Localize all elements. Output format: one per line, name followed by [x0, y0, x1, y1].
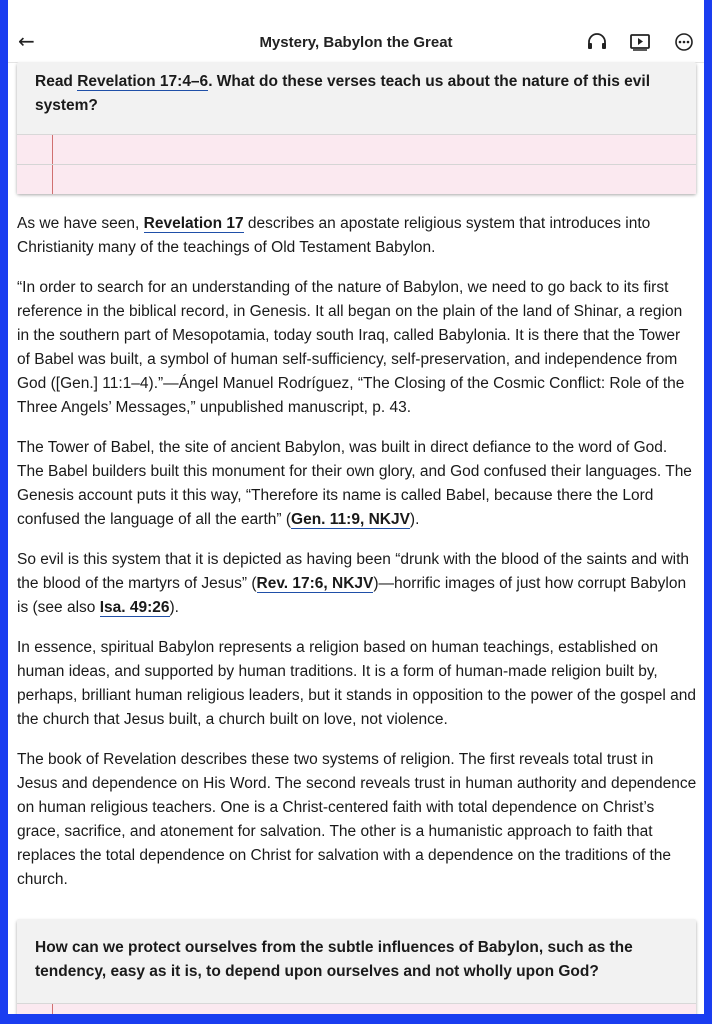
paragraph: As we have seen, Revelation 17 describes an apostate religious system that introduces into Christianity many of the teachings of Old Testament Babylon. — [17, 215, 651, 256]
notes-area[interactable] — [17, 1003, 696, 1014]
question-text: Read Revelation 17:4–6. What do these verses teach us about the nature of this evil system? — [35, 73, 651, 114]
scripture-link[interactable]: Revelation 17 — [143, 215, 244, 232]
lesson-body — [17, 212, 697, 908]
notes-area[interactable] — [17, 134, 696, 194]
page-title: Mystery, Babylon the Great — [259, 34, 453, 51]
question-box — [17, 919, 696, 1014]
scripture-link[interactable]: Isa. 49:26 — [99, 599, 170, 616]
play-video-icon[interactable] — [629, 33, 651, 51]
headphones-icon[interactable] — [586, 33, 608, 51]
paragraph: “In order to search for an understanding of the nature of Babylon, we need to go back to its first reference in the biblical record, in Genesis. It all began on the plain of the land of Shinar, a region in the southern part of Mesopotamia, today south Iraq, called Babylonia. It is there that the Tower of Babel was built, a symbol of human self-sufficiency, self-preservation, and independence from God ([Gen.] 11:1–4).”—Ángel Manuel Rodríguez, “The Closing of the Cosmic Conflict: Role of the Three Angels’ Messages,” unpublished manuscript, p. 43. — [17, 279, 685, 416]
scripture-link[interactable]: Rev. 17:6, NKJV — [256, 575, 374, 592]
question-box — [17, 62, 696, 193]
paragraph: The Tower of Babel, the site of ancient Babylon, was built in direct defiance to the word of God. The Babel builders built this monument for their own glory, and God confused their languages. The Genesis account puts it this way, “Therefore its name is called Babel, because there the Lord confused the language of all the earth” (Gen. 11:9, NKJV). — [17, 439, 692, 528]
question-text: How can we protect ourselves from the subtle influences of Babylon, such as the tendency, easy as it is, to depend upon ourselves and not wholly upon God? — [35, 939, 633, 980]
top-bar — [8, 0, 704, 63]
paragraph: The book of Revelation describes these two systems of religion. The first reveals total trust in Jesus and dependence on His Word. The second reveals trust in human authority and dependence on human religious teachers. One is a Christ-centered faith with total dependence on Christ’s grace, sacrifice, and atonement for salvation. The other is a humanistic approach to faith that replaces the total dependence on Christ for salvation with a dependence on the traditions of the church. — [17, 751, 697, 888]
scripture-link[interactable]: Revelation 17:4–6 — [77, 73, 209, 90]
paragraph: So evil is this system that it is depicted as having been “drunk with the blood of the saints and with the blood of the martyrs of Jesus” (Rev. 17:6, NKJV)—horrific images of just how corrupt Babylon is (see also Isa. 49:26). — [17, 551, 690, 616]
scripture-link[interactable]: Gen. 11:9, NKJV — [291, 511, 410, 528]
more-options-icon[interactable] — [673, 33, 695, 51]
app-window — [8, 0, 704, 1014]
arrow-left-icon[interactable]: ← — [18, 29, 35, 53]
paragraph: In essence, spiritual Babylon represents a religion based on human teachings, established on human ideas, and supported by human traditions. It is a form of human-made religion built by, perhaps, brilliant human religious leaders, but it stands in opposition to the power of the gospel and the church that Jesus built, a church built on love, not violence. — [17, 639, 696, 728]
